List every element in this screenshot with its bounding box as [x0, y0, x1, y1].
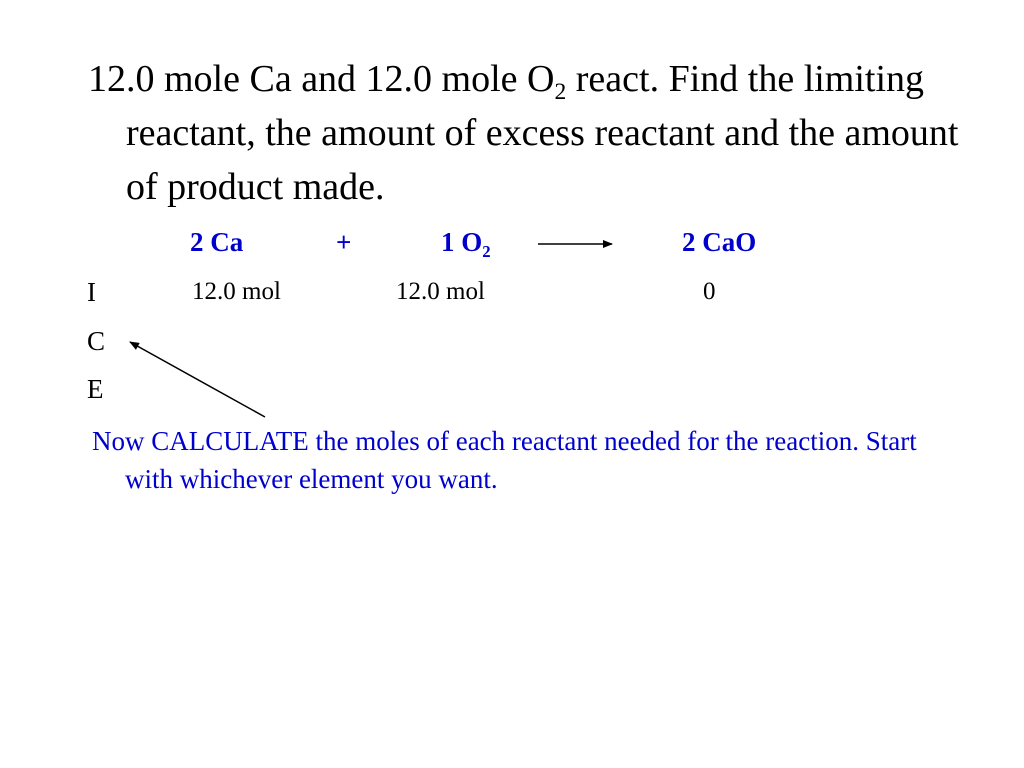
instruction-note: Now CALCULATE the moles of each reactant needed for the reaction. Start with whichever element you want.	[92, 426, 917, 494]
product-cao: 2 CaO	[682, 227, 757, 257]
o2-subscript: 2	[554, 79, 567, 106]
problem-text-start: 12.0 mole Ca and 12.0 mole O	[88, 58, 555, 100]
plus-sign: +	[336, 227, 352, 257]
row-label-initial: I	[87, 277, 96, 307]
reactant-o2-subscript: 2	[482, 241, 491, 261]
row-label-change: C	[87, 326, 106, 356]
initial-o2-value: 12.0 mol	[396, 278, 485, 305]
reactant-ca: 2 Ca	[190, 227, 244, 257]
problem-text-end: react. Find the limiting reactant, the amount of excess reactant and the amount of product made.	[126, 58, 959, 208]
initial-cao-value: 0	[703, 278, 716, 305]
pointer-arrow	[130, 342, 265, 417]
reactant-o2-text: 1 O	[441, 227, 483, 257]
row-label-end: E	[87, 374, 104, 404]
initial-ca-value: 12.0 mol	[192, 278, 281, 305]
